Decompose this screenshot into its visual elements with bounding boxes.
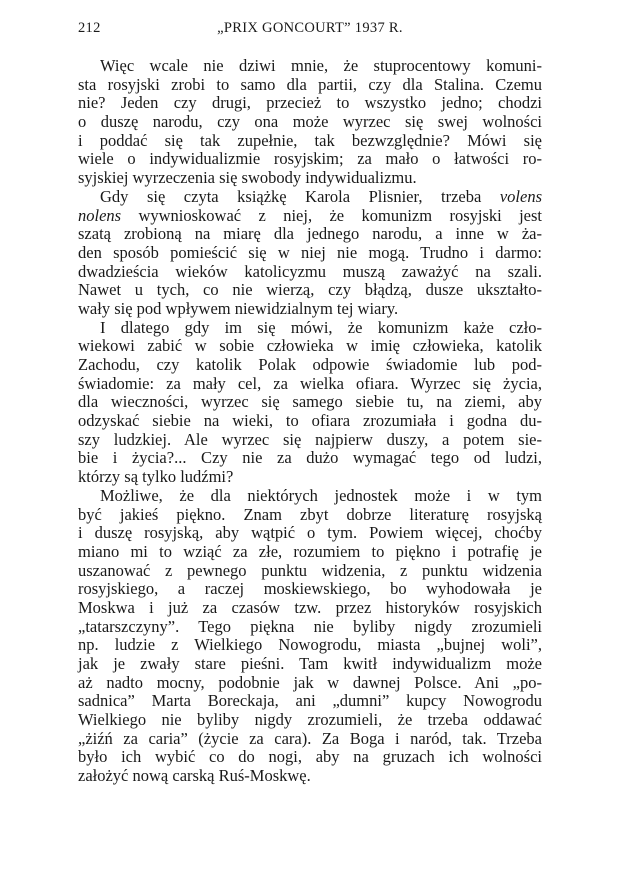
text-line: bie i życia?... Czy nie za dużo wymagać tego od ludzi,: [78, 448, 542, 468]
text-line: rosyjskiego, a raczej moskiewskiego, bo wyhodowała je: [78, 579, 542, 599]
text-line: sta rosyjski zrobi to samo dla partii, czy dla Stalina. Czemu: [78, 74, 542, 94]
text-line: Nawet u tych, co nie wierzą, czy błądzą, dusze ukształto-: [78, 280, 542, 300]
text-line: Możliwe, że dla niektórych jednostek może i w tym: [100, 485, 542, 505]
text-line: jak je zwały stare pieśni. Tam kwitł indywidualizm może: [78, 654, 542, 673]
text-line: sadnica” Marta Boreckaja, ani „dumni” kupcy Nowogrodu: [78, 691, 542, 711]
text-line: dla wieczności, wyrzec się samego siebie tu, na ziemi, aby: [78, 392, 542, 412]
text-line: szatą zrobioną na miarę dla jednego narodu, a inne w ża-: [78, 224, 542, 244]
text-line: I dlatego gdy im się mówi, że komunizm każe czło-: [100, 317, 542, 337]
text-line: „tatarszczyny”. Tego piękna nie byliby nigdy zrozumieli: [78, 616, 542, 636]
book-page: [78, 20, 542, 786]
text-line: den sposób pomieścić się w niej nie mogą. Trudno i darmo:: [78, 242, 542, 262]
text-line: odzyskać siebie na wieki, to ofiara zrozumiała i godna du-: [78, 411, 542, 431]
text-line: i poddać się tak zupełnie, tak bezwzględnie? Mówi się: [78, 130, 542, 150]
text-line: świadomie: za mały cel, za wielka ofiara. Wyrzec się życia,: [78, 373, 542, 393]
text-line: „żiźń za caria” (życie za cara). Za Boga i naród, tak. Trzeba: [78, 728, 542, 748]
text-line: o duszę narodu, czy ona może wyrzec się swej wolności: [78, 112, 542, 132]
body-text: [78, 57, 542, 786]
text-line: Gdy się czyta książkę Karola Plisnier, trzeba volens: [100, 186, 542, 206]
text-line: nolens wywnioskować z niej, że komunizm rosyjski jest: [78, 205, 542, 225]
text-line: i duszę rosyjską, aby wątpić o tym. Powiem więcej, choćby: [78, 523, 542, 543]
text-line: Wielkiego nie byliby nigdy zrozumieli, że trzeba oddawać: [78, 710, 542, 730]
text-line: Moskwa i już za czasów tzw. przez historyków rosyjskich: [78, 597, 542, 617]
text-line: nie? Jeden czy drugi, przecież to wszystko jedno; chodzi: [78, 93, 542, 113]
text-line: założyć nową carską Ruś-Moskwę.: [78, 766, 311, 786]
text-line: szy ludzkiej. Ale wyrzec się najpierw duszy, a potem sie-: [78, 429, 542, 449]
text-line: Zachodu, czy katolik Polak odpowie świadomie lub pod-: [78, 355, 542, 374]
text-line: wiekowi zabić w sobie człowieka w imię człowieka, katolik: [78, 336, 542, 356]
text-line: aż nadto mocny, podobnie jak w dawnej Polsce. Ani „po-: [78, 672, 542, 692]
page-number: 212: [78, 20, 101, 36]
text-line: wiele o indywidualizmie rosyjskim; za mało o łatwości ro-: [78, 149, 542, 169]
text-line: uszanować z pewnego punktu widzenia, z punktu widzenia: [78, 560, 542, 580]
text-line: być jakieś piękno. Znam zbyt dobrze literaturę rosyjską: [78, 504, 542, 524]
text-line: Więc wcale nie dziwi mnie, że stuprocentowy komuni-: [100, 56, 542, 75]
text-line: syjskiej wyrzeczenia się swobody indywidualizmu.: [78, 168, 417, 188]
text-line: np. ludzie z Wielkiego Nowogrodu, miasta „bujnej woli”,: [78, 635, 542, 655]
text-line: dwadzieścia wieków katolicyzmu muszą zaważyć na szali.: [78, 261, 542, 281]
text-line: było ich wybić co do nogi, aby na gruzach ich wolności: [78, 747, 542, 767]
text-line: miano mi to wziąć za złe, rozumiem to piękno i potrafię je: [78, 541, 542, 561]
text-line: wały się pod wpływem niewidzialnym tej wiary.: [78, 298, 399, 318]
running-title: „PRIX GONCOURT” 1937 R.: [217, 20, 403, 36]
text-line: którzy są tylko ludźmi?: [78, 467, 234, 487]
page-header: [78, 20, 542, 44]
